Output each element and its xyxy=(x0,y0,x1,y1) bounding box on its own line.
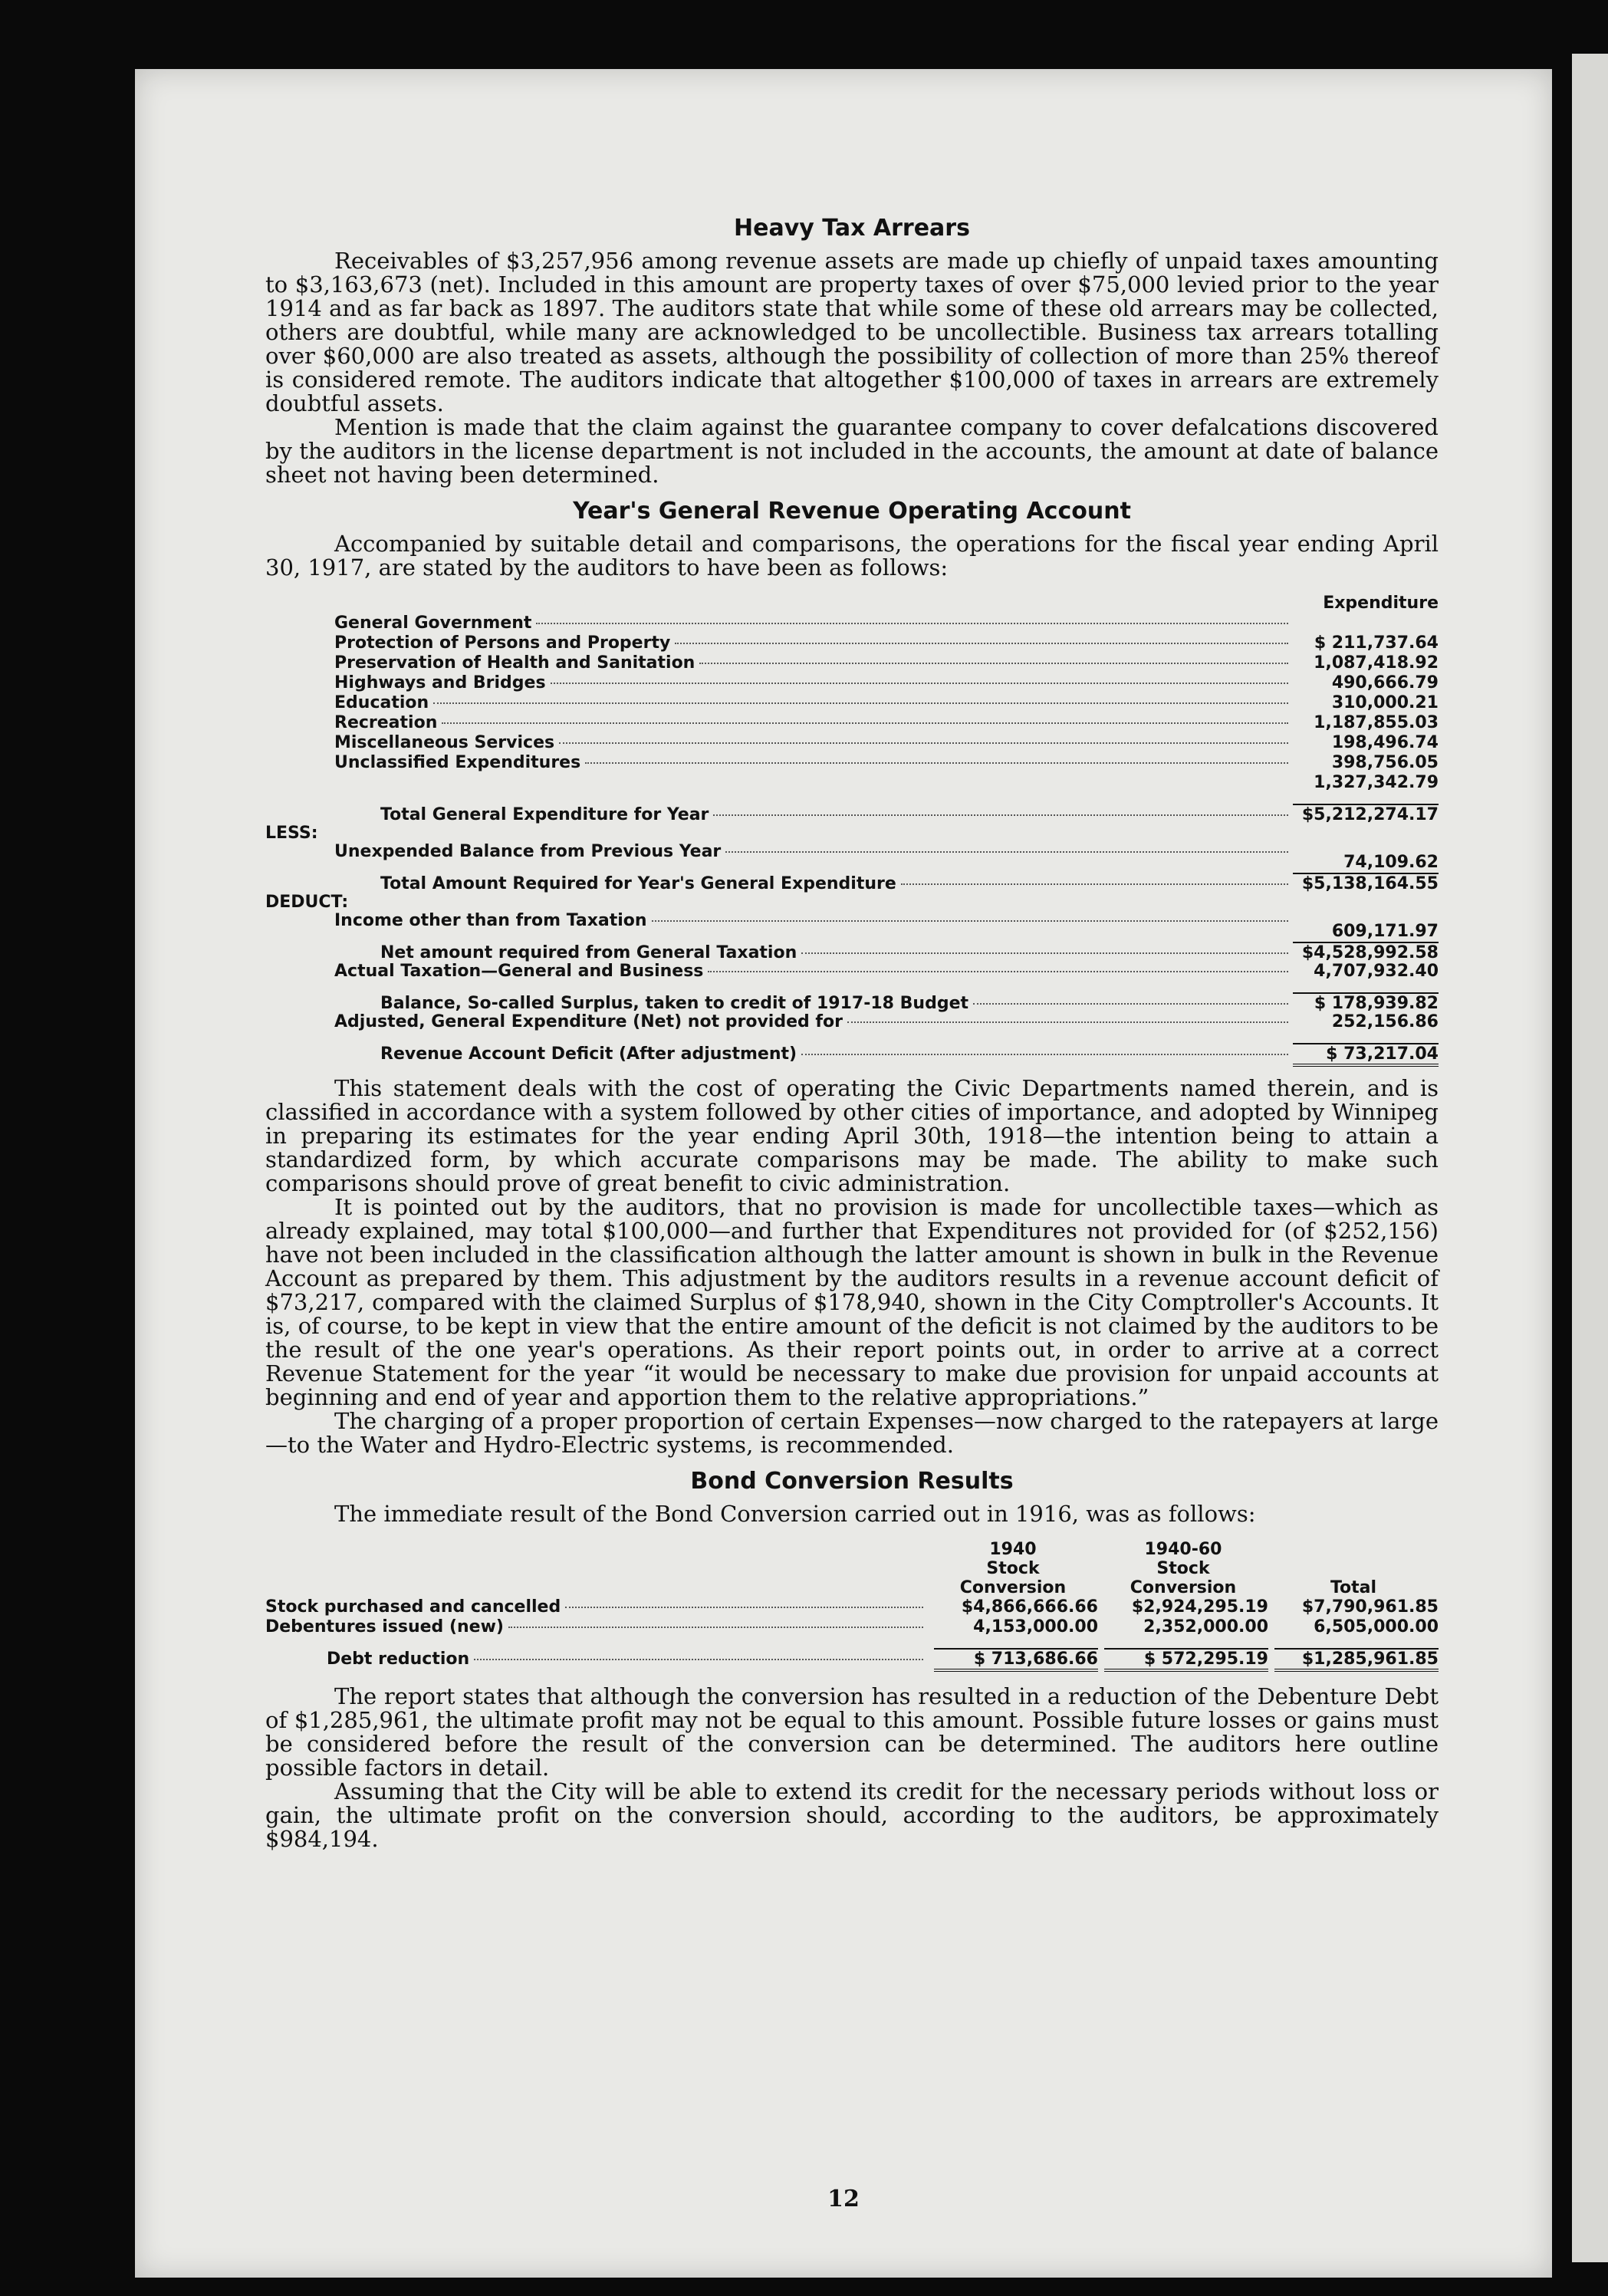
paragraph-revenue-intro: Accompanied by suitable detail and comparisons, the operations for the fiscal year ending April 30, 1917, are stated by the auditors to have been as follows: xyxy=(265,531,1439,581)
adjacent-page-edge xyxy=(1572,54,1608,2262)
deduct-label: DEDUCT: xyxy=(265,893,349,912)
paragraph-statement-system: This statement deals with the cost of operating the Civic Departments named therein, and is classified in accordance with a system followed by other cities of importance, and adopted by Winnipeg in preparing its estimates for the year ending April 30th, 1918—the intention being to attain a standardized form, by which accurate comparisons may be made. The ability to make such comparisons should prove of great benefit to civic administration. xyxy=(265,1075,1439,1196)
expenditure-item-row: Protection of Persons and Property $ 211,737.64 xyxy=(334,633,1439,653)
expenditure-item-row: Miscellaneous Services 198,496.74 xyxy=(334,733,1439,752)
expenditure-item-row: Highways and Bridges 490,666.79 xyxy=(334,673,1439,692)
table-row: Stock purchased and cancelled $4,866,666.66 $2,924,295.19 $7,790,961.85 xyxy=(265,1597,1439,1617)
bond-table xyxy=(265,1540,1439,1668)
heading-bond-conversion: Bond Conversion Results xyxy=(690,1468,1014,1495)
col-1940: 1940 Stock Conversion xyxy=(959,1540,1067,1597)
table-row: Debentures issued (new) 4,153,000.00 2,352,000.00 6,505,000.00 xyxy=(265,1617,1439,1636)
expenditure-item-row: Recreation 1,187,855.03 xyxy=(334,713,1439,732)
less-label: LESS: xyxy=(265,824,318,843)
page-content xyxy=(265,215,1439,1851)
expenditure-item-row: Education 310,000.21 xyxy=(334,693,1439,712)
expenditure-header-row xyxy=(265,594,1439,613)
paragraph-bond-report: The report states that although the conversion has resulted in a reduction of the Debenture Debt of $1,285,961, the ultimate profit may not be equal to this amount. Possible future losses or gains must be considered before the result of the conversion can be determined. The auditors here outline possible factors in detail. xyxy=(265,1683,1439,1781)
unexpended-row: Unexpended Balance from Previous Year 74,109.62 xyxy=(334,842,1439,872)
paragraph-bond-profit: Assuming that the City will be able to extend its credit for the necessary periods without loss or gain, the ultimate profit on the conversion should, according to the auditors, be approximately $984,194. xyxy=(265,1778,1439,1852)
paragraph-receivables: Receivables of $3,257,956 among revenue assets are made up chiefly of unpaid taxes amounting to $3,163,673 (net). Included in this amount are property taxes of over $75,000 levied prior to the year 1914 and as far back as 1897. The auditors state that while some of these old arrears may be collected, others are doubtful, while many are acknowledged to be uncollectible. Business tax arrears totalling over $60,000 are also treated as assets, although the possibility of collection of more than 25% thereof is considered remote. The auditors indicate that altogether $100,000 of taxes in arrears are extremely doubtful assets. xyxy=(265,248,1439,416)
paragraph-guarantee-claim: Mention is made that the claim against the guarantee company to cover defalcations discovered by the auditors in the license department is not included in the accounts, the amount at date of balance sheet not having been determined. xyxy=(265,414,1439,488)
surplus-row: Balance, So-called Surplus, taken to credit of 1917-18 Budget $ 178,939.82 xyxy=(380,994,1439,1013)
net-required-row: Net amount required from General Taxation $4,528,992.58 xyxy=(380,943,1439,962)
adjusted-row: Adjusted, General Expenditure (Net) not provided for 252,156.86 xyxy=(334,1012,1439,1031)
expenditure-item-row: General Government xyxy=(265,613,1439,633)
debt-reduction-row: Debt reduction $ 713,686.66 $ 572,295.19 $1,285,961.85 xyxy=(265,1648,1439,1668)
heading-revenue-account: Year's General Revenue Operating Account xyxy=(573,498,1131,525)
expenditure-item-row: Unclassified Expenditures 398,756.05 xyxy=(334,753,1439,772)
paragraph-expenses-charging: The charging of a proper proportion of certain Expenses—now charged to the ratepayers at large—to the Water and Hydro-Electric systems, is recommended. xyxy=(265,1408,1439,1458)
required-row: Total Amount Required for Year's General Expenditure $5,138,164.55 xyxy=(380,874,1439,893)
paragraph-bond-intro: The immediate result of the Bond Conversion carried out in 1916, was as follows: xyxy=(334,1501,1256,1527)
paragraph-uncollectible: It is pointed out by the auditors, that no provision is made for uncollectible taxes—which as already explained, may total $100,000—and further that Expenditures not provided for (of $252,156) have not been included in the classification although the latter amount is shown in bulk in the Revenue Account as prepared by them. This adjustment by the auditors results in a revenue account deficit of $73,217, compared with the claimed Surplus of $178,940, shown in the City Comptroller's Accounts. It is, of course, to be kept in view that the entire amount of the deficit is not claimed by the auditors to be the result of the one year's operations. As their report points out, in order to arrive at a correct Revenue Statement for the year “it would be necessary to make due provision for unpaid accounts at beginning and end of year and apportion them to the relative appropriations.” xyxy=(265,1194,1439,1410)
revenue-statement xyxy=(265,594,1439,1063)
expenditure-item-row: 1,327,342.79 xyxy=(1314,773,1439,792)
expenditure-header: Expenditure xyxy=(1323,594,1439,613)
deficit-row: Revenue Account Deficit (After adjustment) $ 73,217.04 xyxy=(265,1043,1439,1063)
heading-heavy-tax-arrears: Heavy Tax Arrears xyxy=(734,215,970,242)
actual-taxation-row: Actual Taxation—General and Business 4,707,932.40 xyxy=(334,962,1439,981)
expenditure-item-row: Preservation of Health and Sanitation 1,087,418.92 xyxy=(334,653,1439,673)
income-row: Income other than from Taxation 609,171.97 xyxy=(334,911,1439,941)
total-expenditure-row: Total General Expenditure for Year $5,212,274.17 xyxy=(380,805,1439,824)
bond-table-header xyxy=(265,1540,1439,1597)
col-total: Total xyxy=(1330,1578,1377,1597)
document-page xyxy=(135,69,1552,2278)
col-1940-60: 1940-60 Stock Conversion xyxy=(1130,1540,1237,1597)
expenditure-items xyxy=(265,613,1439,793)
page-number: 12 xyxy=(827,2186,860,2212)
